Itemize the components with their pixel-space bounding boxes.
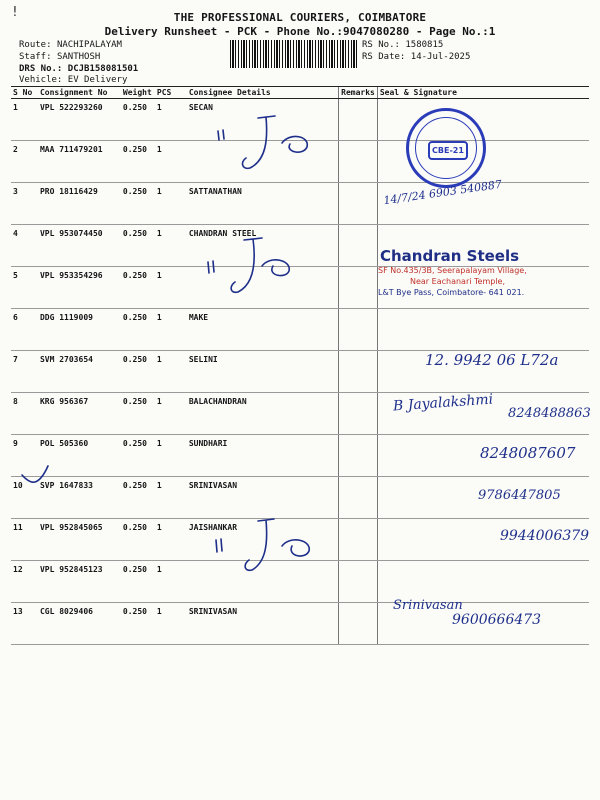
consignment-no: VPL 953354296 [38, 267, 121, 309]
drs-line: DRS No.: DCJB158081501 [19, 64, 139, 74]
pcs: 1 [155, 519, 187, 561]
handwriting-row10: 9786447805 [478, 488, 561, 503]
consignment-no: SVM 2703654 [38, 351, 121, 393]
consignment-no: MAA 711479201 [38, 141, 121, 183]
company-title: THE PROFESSIONAL COURIERS, COIMBATORE [173, 11, 427, 24]
consignment-no: DDG 1119009 [38, 309, 121, 351]
consignment-no: PRO 18116429 [38, 183, 121, 225]
consignment-no: KRG 956367 [38, 393, 121, 435]
sno: 4 [11, 225, 38, 267]
corner-mark: ! [11, 5, 19, 20]
col-remarks: Remarks [339, 87, 378, 99]
consignee: SRINIVASAN [187, 477, 339, 519]
stamp-center-text: CBE-21 [428, 141, 468, 160]
weight: 0.250 [121, 477, 155, 519]
pcs: 1 [155, 141, 187, 183]
sno: 12 [11, 561, 38, 603]
seal-company-name: Chandran Steels [380, 247, 520, 265]
weight: 0.250 [121, 309, 155, 351]
col-weight: Weight [121, 87, 155, 99]
weight: 0.250 [121, 519, 155, 561]
consignment-no: SVP 1647833 [38, 477, 121, 519]
drs-value: DCJB158081501 [67, 64, 139, 74]
consignment-no: POL 505360 [38, 435, 121, 477]
consignment-no: CGL 8029406 [38, 603, 121, 645]
rs-no-value: 1580815 [405, 40, 444, 50]
staff-value: SANTHOSH [56, 52, 101, 62]
consignment-no: VPL 522293260 [38, 99, 121, 141]
handwriting-row11: 9944006379 [500, 528, 590, 544]
tick-row10 [22, 466, 48, 482]
pcs: 1 [155, 435, 187, 477]
weight: 0.250 [121, 561, 155, 603]
sno: 5 [11, 267, 38, 309]
consignment-no: VPL 952845123 [38, 561, 121, 603]
handwriting-row8-phone: 8248488863 [508, 406, 591, 421]
consignee: SATTANATHAN [187, 183, 339, 225]
col-seal: Seal & Signature [377, 87, 589, 99]
vehicle-value: EV Delivery [67, 75, 128, 85]
pcs: 1 [155, 393, 187, 435]
handwriting-row3: 14/7/24 6903 540887 [382, 177, 503, 208]
signature-row11 [216, 519, 309, 570]
pcs: 1 [155, 267, 187, 309]
consignee: BALACHANDRAN [187, 393, 339, 435]
pcs: 1 [155, 309, 187, 351]
pcs: 1 [155, 99, 187, 141]
consignee: SRINIVASAN [187, 603, 339, 645]
signature-row1 [218, 116, 307, 168]
sno: 8 [11, 393, 38, 435]
route-value: NACHIPALAYAM [56, 40, 122, 50]
rs-date-line: RS Date: 14-Jul-2025 [362, 52, 471, 62]
consignee: SECAN [187, 99, 339, 141]
handwriting-row13-phone: 9600666473 [452, 612, 542, 628]
weight: 0.250 [121, 351, 155, 393]
pcs: 1 [155, 183, 187, 225]
col-consignment: Consignment No [38, 87, 121, 99]
weight: 0.250 [121, 435, 155, 477]
consignment-no: VPL 953074450 [38, 225, 121, 267]
sno: 7 [11, 351, 38, 393]
weight: 0.250 [121, 99, 155, 141]
rs-no-line: RS No.: 1580815 [362, 40, 444, 50]
sno: 10 [11, 477, 38, 519]
consignment-no: VPL 952845065 [38, 519, 121, 561]
weight: 0.250 [121, 393, 155, 435]
weight: 0.250 [121, 267, 155, 309]
rs-date-value: 14-Jul-2025 [410, 52, 471, 62]
consignee: JAISHANKAR [187, 519, 339, 561]
consignee: SUNDHARI [187, 435, 339, 477]
pcs: 1 [155, 225, 187, 267]
weight: 0.250 [121, 141, 155, 183]
seal-address-line1: SF No.435/3B, Seerapalayam Village, [378, 266, 527, 275]
col-consignee: Consignee Details [187, 87, 339, 99]
sno: 3 [11, 183, 38, 225]
weight: 0.250 [121, 603, 155, 645]
sno: 6 [11, 309, 38, 351]
sno: 1 [11, 99, 38, 141]
consignee: SELINI [187, 351, 339, 393]
sno: 2 [11, 141, 38, 183]
handwriting-row8-name: B Jayalakshmi [392, 391, 494, 415]
pcs: 1 [155, 477, 187, 519]
seal-address-line3: L&T Bye Pass, Coimbatore- 641 021. [378, 288, 525, 297]
col-pcs: PCS [155, 87, 187, 99]
weight: 0.250 [121, 225, 155, 267]
sno: 9 [11, 435, 38, 477]
handwriting-row9: 8248087607 [480, 444, 576, 462]
route-line: Route: NACHIPALAYAM [19, 40, 122, 50]
sno: 11 [11, 519, 38, 561]
signature-row5 [208, 238, 289, 292]
pcs: 1 [155, 351, 187, 393]
consignee: MAKE [187, 309, 339, 351]
seal-address-line2: Near Eachanari Temple, [410, 277, 506, 286]
weight: 0.250 [121, 183, 155, 225]
consignee: CHANDRAN STEEL [187, 225, 339, 267]
staff-line: Staff: SANTHOSH [19, 52, 101, 62]
handwriting-row13-name: Srinivasan [393, 598, 463, 613]
vehicle-line: Vehicle: EV Delivery [19, 75, 128, 85]
col-sno: S No [11, 87, 38, 99]
pcs: 1 [155, 561, 187, 603]
pcs: 1 [155, 603, 187, 645]
handwriting-row7: 12. 9942 06 L72a [425, 351, 559, 369]
runsheet-subtitle: Delivery Runsheet - PCK - Phone No.:9047080280 - Page No.:1 [104, 25, 496, 38]
sno: 13 [11, 603, 38, 645]
